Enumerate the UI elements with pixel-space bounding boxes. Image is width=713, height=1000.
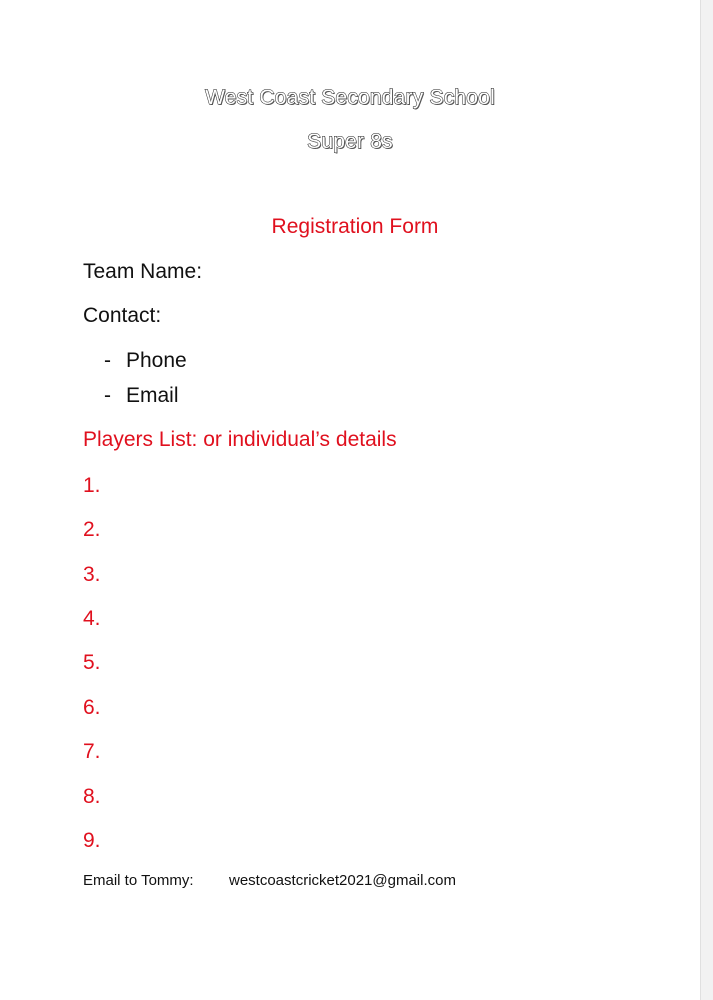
page-edge (700, 0, 713, 1000)
event-name-heading: Super 8s (307, 130, 393, 153)
footer-contact (83, 872, 456, 889)
footer-email-address: westcoastcricket2021@gmail.com (229, 872, 456, 889)
contact-label: Contact: (83, 304, 162, 327)
player-number: 8. (83, 785, 101, 808)
player-number: 7. (83, 740, 101, 763)
player-number: 2. (83, 518, 101, 541)
bullet-dash: - (104, 384, 111, 407)
footer-label: Email to Tommy: (83, 872, 194, 889)
player-number: 9. (83, 829, 101, 852)
players-list-heading: Players List: or individual’s details (83, 428, 397, 451)
player-number: 4. (83, 607, 101, 630)
player-number: 1. (83, 474, 101, 497)
contact-item-label: Email (126, 384, 179, 407)
team-name-label: Team Name: (83, 260, 203, 283)
school-name-heading: West Coast Secondary School (205, 86, 495, 109)
contact-item-email (104, 384, 179, 408)
player-number: 6. (83, 696, 101, 719)
player-number: 5. (83, 651, 101, 674)
player-number: 3. (83, 563, 101, 586)
bullet-dash: - (104, 349, 111, 372)
contact-item-label: Phone (126, 349, 187, 372)
contact-item-phone (104, 349, 187, 373)
form-title: Registration Form (271, 215, 439, 238)
